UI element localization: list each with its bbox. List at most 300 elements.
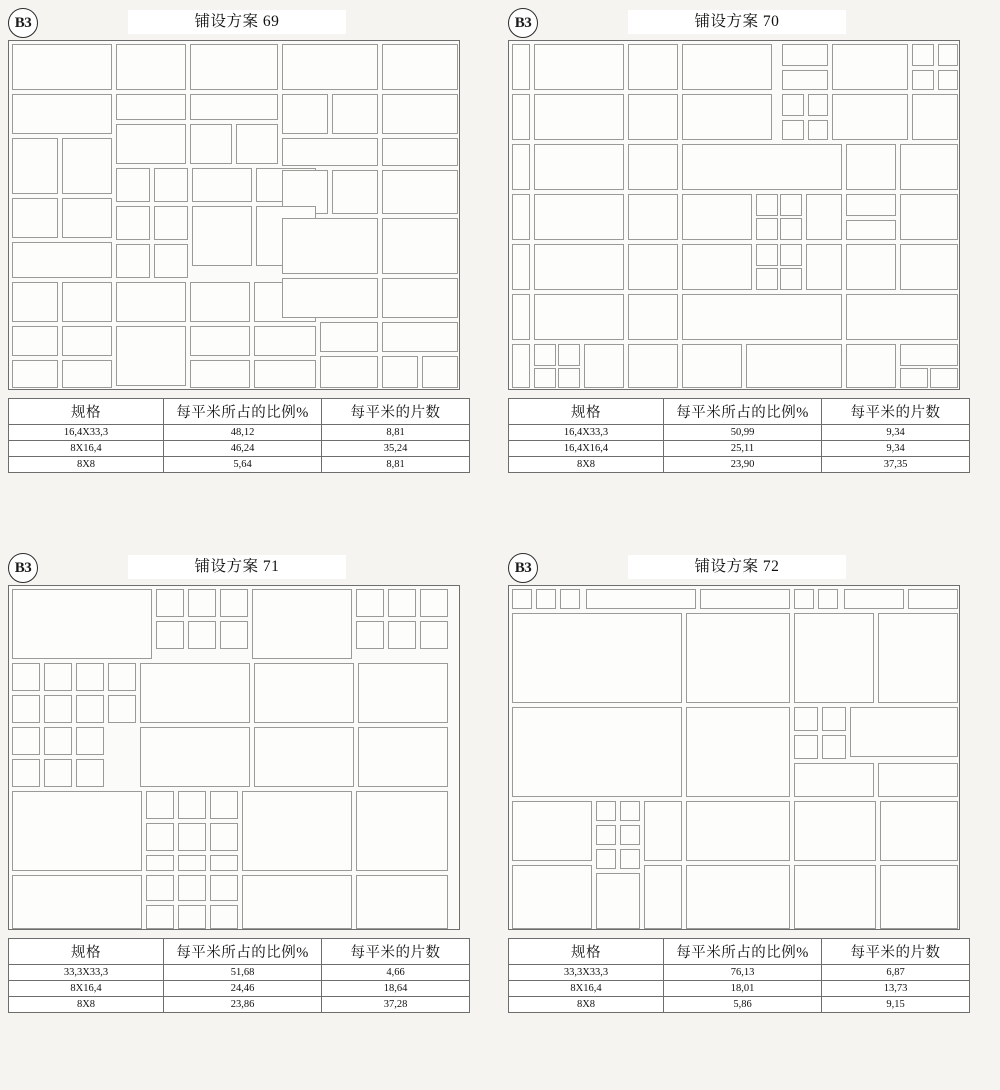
tile [62,198,112,238]
tile [388,589,416,617]
table-row [9,981,470,997]
tile [620,801,640,821]
tile [190,124,232,164]
tile [794,865,876,929]
tile [356,791,448,871]
tile [116,168,150,202]
tile [880,865,958,929]
tile [596,873,640,929]
badge-b3: B3 [508,8,538,38]
tile-layout-canvas [8,585,460,930]
cell-count: 37,28 [322,997,470,1013]
cell-spec: 8X8 [509,457,664,473]
tile [846,194,896,216]
th-ratio: 每平米所占的比例% [664,399,822,425]
tile [146,905,174,929]
tile [320,322,378,352]
tile [12,282,58,322]
tile [156,589,184,617]
tile [116,282,186,322]
tile [76,727,104,755]
tile [188,589,216,617]
tile [382,170,458,214]
tile [900,244,958,290]
badge-b3: B3 [8,553,38,583]
tile [808,120,828,140]
tile [422,356,458,388]
cell-spec: 8X16,4 [509,981,664,997]
cell-spec: 16,4X16,4 [509,441,664,457]
tile [794,613,874,703]
cell-count: 9,15 [822,997,970,1013]
tile [512,613,682,703]
cell-spec: 8X8 [509,997,664,1013]
tile [682,294,842,340]
tile [558,368,580,388]
tile [782,120,804,140]
tile [178,905,206,929]
tile [780,244,802,266]
tile [908,589,958,609]
tile [512,707,682,797]
table-row [509,457,970,473]
cell-count: 18,64 [322,981,470,997]
table-row [9,425,470,441]
tile [832,44,908,90]
tile [686,865,790,929]
tile [382,278,458,318]
tile [254,727,354,787]
tile [746,344,842,388]
table-row [509,425,970,441]
table-header-row [9,939,470,965]
tile [420,589,448,617]
tile [536,589,556,609]
tile [116,206,150,240]
tile [44,759,72,787]
tile [12,589,152,659]
tile [358,727,448,787]
tile [146,823,174,851]
table-row [9,965,470,981]
tile [686,801,790,861]
tile [900,368,928,388]
tile [512,194,530,240]
tile [254,360,316,388]
th-count: 每平米的片数 [322,939,470,965]
tile [832,94,908,140]
cell-count: 8,81 [322,425,470,441]
tile [628,44,678,90]
cell-ratio: 5,64 [164,457,322,473]
tile [686,613,790,703]
tile [382,94,458,134]
tile [190,326,250,356]
tile [320,356,378,388]
tile [780,218,802,240]
tile [596,825,616,845]
pattern-panel-69 [8,8,473,473]
tile [282,44,378,90]
cell-ratio: 48,12 [164,425,322,441]
pattern-panel-70 [508,8,973,473]
table-row [509,997,970,1013]
tile [332,170,378,214]
tile [534,344,556,366]
tile [806,194,842,240]
tile [682,44,772,90]
tile [682,344,742,388]
tile [12,663,40,691]
table-header-row [509,399,970,425]
tile [822,707,846,731]
table-header-row [9,399,470,425]
pattern-panel-71 [8,553,473,1013]
th-spec: 规格 [509,399,664,425]
tile [794,801,876,861]
tile [900,144,958,190]
th-count: 每平米的片数 [322,399,470,425]
tile [512,589,532,609]
tile [192,206,252,266]
tile [382,322,458,352]
tile [558,344,580,366]
tile [846,294,958,340]
tile [154,206,188,240]
tile [512,144,530,190]
cell-count: 9,34 [822,441,970,457]
tile [358,663,448,723]
tile [116,244,150,278]
table-row [509,441,970,457]
tile [596,849,616,869]
tile [512,344,530,388]
tile [512,94,530,140]
tile [252,589,352,659]
tile [140,727,250,787]
cell-count: 13,73 [822,981,970,997]
table-row [509,981,970,997]
tile [756,244,778,266]
tile [140,663,250,723]
cell-count: 8,81 [322,457,470,473]
tile [76,695,104,723]
badge-b3: B3 [508,553,538,583]
tile [12,727,40,755]
tile [512,865,592,929]
tile [534,194,624,240]
tile [12,360,58,388]
page-title: 铺设方案 72 [694,558,780,575]
tile [178,855,206,871]
tile [844,589,904,609]
tile [154,168,188,202]
tile [210,791,238,819]
tile [560,589,580,609]
tile [512,294,530,340]
tile [586,589,696,609]
spec-table [8,398,470,473]
tile [62,282,112,322]
tile [912,70,934,90]
tile [756,218,778,240]
tile [850,707,958,757]
cell-ratio: 46,24 [164,441,322,457]
tile [534,94,624,140]
tile [282,138,378,166]
tile [242,875,352,929]
tile [846,244,896,290]
tile [12,875,142,929]
cell-ratio: 24,46 [164,981,322,997]
tile [644,801,682,861]
tile [780,268,802,290]
tile [780,194,802,216]
tile [620,825,640,845]
cell-count: 9,34 [822,425,970,441]
tile [12,791,142,871]
tile [388,621,416,649]
tile [254,663,354,723]
tile [178,875,206,901]
tile [846,144,896,190]
tile [356,589,384,617]
cell-ratio: 5,86 [664,997,822,1013]
tile [794,589,814,609]
tile [356,621,384,649]
cell-spec: 8X16,4 [9,981,164,997]
tile [188,621,216,649]
tile [282,94,328,134]
tile [116,124,186,164]
tile [782,70,828,90]
tile [534,244,624,290]
tile [282,278,378,318]
tile [178,791,206,819]
tile [254,326,316,356]
tile [534,368,556,388]
cell-ratio: 23,90 [664,457,822,473]
tile [756,194,778,216]
panel-header [8,8,473,38]
page-title: 铺设方案 69 [194,13,280,30]
tile [938,70,958,90]
tile [628,194,678,240]
tile [930,368,958,388]
panel-header [508,553,973,583]
tile [846,220,896,240]
tile [76,663,104,691]
table-row [9,457,470,473]
tile [146,791,174,819]
tile [62,326,112,356]
tile [190,282,250,322]
tile [794,707,818,731]
tile [44,695,72,723]
tile [12,44,112,90]
tile [808,94,828,116]
cell-spec: 8X8 [9,997,164,1013]
cell-spec: 8X16,4 [9,441,164,457]
tile-layout-canvas [508,40,960,390]
tile [108,663,136,691]
tile [154,244,188,278]
tile [12,326,58,356]
cell-ratio: 50,99 [664,425,822,441]
tile [846,344,896,388]
th-ratio: 每平米所占的比例% [664,939,822,965]
panel-header [8,553,473,583]
tile [210,823,238,851]
cell-spec: 16,4X33,3 [9,425,164,441]
tile [12,94,112,134]
tile [220,621,248,649]
cell-count: 6,87 [822,965,970,981]
tile [512,801,592,861]
pattern-panel-72 [508,553,973,1013]
tile [146,875,174,901]
tile [420,621,448,649]
tile [116,44,186,90]
tile [62,138,112,194]
tile [682,144,842,190]
cell-spec: 33,3X33,3 [9,965,164,981]
tile [782,44,828,66]
cell-ratio: 18,01 [664,981,822,997]
tile [620,849,640,869]
tile [596,801,616,821]
tile [822,735,846,759]
th-ratio: 每平米所占的比例% [164,399,322,425]
tile [382,218,458,274]
tile [282,218,378,274]
tile [12,138,58,194]
tile [220,589,248,617]
tile [382,138,458,166]
tile [44,663,72,691]
tile [12,242,112,278]
page-title: 铺设方案 71 [194,558,280,575]
tile [806,244,842,290]
th-spec: 规格 [9,939,164,965]
tile [912,94,958,140]
tile [116,94,186,120]
tile [628,294,678,340]
cell-count: 37,35 [822,457,970,473]
tile [512,244,530,290]
table-header-row [509,939,970,965]
tile [534,294,624,340]
tile [190,360,250,388]
tile [912,44,934,66]
tile [382,44,458,90]
tile [156,621,184,649]
cell-spec: 16,4X33,3 [509,425,664,441]
tile [76,759,104,787]
tile [880,801,958,861]
table-row [9,997,470,1013]
tile [190,94,278,120]
tile [192,168,252,202]
table-row [9,441,470,457]
tile [818,589,838,609]
tile [878,613,958,703]
tile [878,763,958,797]
tile [644,865,682,929]
th-count: 每平米的片数 [822,399,970,425]
page-title: 铺设方案 70 [694,13,780,30]
tile [534,44,624,90]
tile [628,94,678,140]
spec-table [508,938,970,1013]
tile [146,855,174,871]
tile [382,356,418,388]
tile [12,695,40,723]
th-count: 每平米的片数 [822,939,970,965]
tile [236,124,278,164]
tile [686,707,790,797]
tile [682,244,752,290]
tile [938,44,958,66]
tile-layout-canvas [8,40,460,390]
badge-b3: B3 [8,8,38,38]
cell-spec: 8X8 [9,457,164,473]
spec-table [8,938,470,1013]
tile [190,44,278,90]
tile-layout-canvas [508,585,960,930]
tile [534,144,624,190]
cell-ratio: 25,11 [664,441,822,457]
tile [782,94,804,116]
tile [178,823,206,851]
tile [794,763,874,797]
cell-ratio: 23,86 [164,997,322,1013]
panel-header [508,8,973,38]
tile [44,727,72,755]
tile [628,144,678,190]
cell-count: 4,66 [322,965,470,981]
tile [356,875,448,929]
tile [900,194,958,240]
tile [210,905,238,929]
tile [628,344,678,388]
tile [210,855,238,871]
th-ratio: 每平米所占的比例% [164,939,322,965]
cell-ratio: 76,13 [664,965,822,981]
tile [512,44,530,90]
tile [700,589,790,609]
tile [12,759,40,787]
table-row [509,965,970,981]
tile [794,735,818,759]
cell-ratio: 51,68 [164,965,322,981]
th-spec: 规格 [9,399,164,425]
spec-table [508,398,970,473]
th-spec: 规格 [509,939,664,965]
tile [108,695,136,723]
cell-spec: 33,3X33,3 [509,965,664,981]
cell-count: 35,24 [322,441,470,457]
tile [682,94,772,140]
tile [900,344,958,366]
tile [242,791,352,871]
tile [756,268,778,290]
tile [628,244,678,290]
tile [12,198,58,238]
tile [584,344,624,388]
tile [682,194,752,240]
tile [332,94,378,134]
